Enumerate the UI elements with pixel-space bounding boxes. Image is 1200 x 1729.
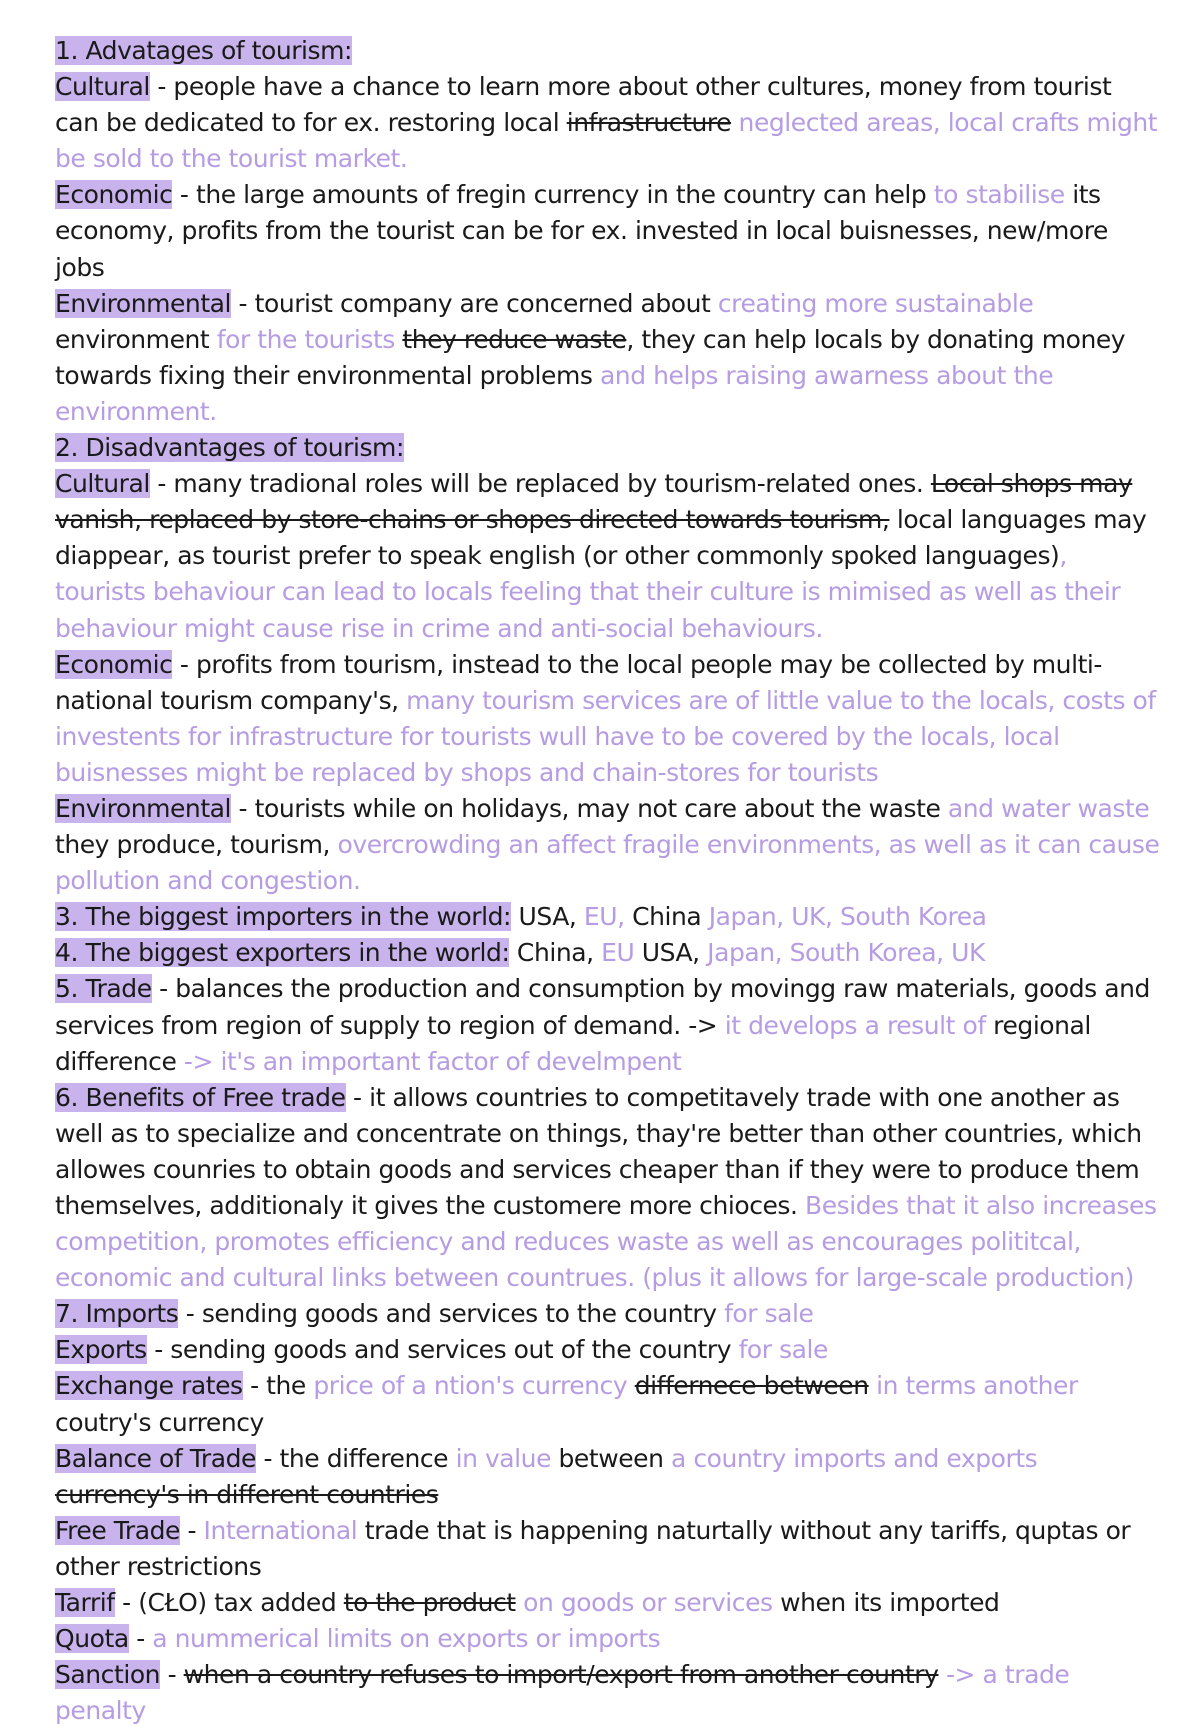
- highlighted-term: Economic: [55, 180, 173, 210]
- highlighted-term: Economic: [55, 649, 173, 679]
- body-text: , they can help locals by donating money towards fixing their environmental problems: [55, 324, 1126, 390]
- body-text: - many tradional roles will be replaced by tourism-related ones.: [149, 469, 931, 499]
- body-text: China,: [509, 938, 602, 968]
- note-paragraph: [55, 466, 1160, 646]
- note-paragraph: [55, 1513, 1160, 1585]
- body-text: between: [551, 1443, 671, 1473]
- body-text: -: [160, 1660, 184, 1690]
- note-paragraph: [55, 1080, 1160, 1297]
- highlighted-term: Balance of Trade: [55, 1443, 256, 1473]
- highlighted-term: Cultural: [55, 72, 150, 102]
- annotation-text: a nummerical limits on exports or imports: [152, 1624, 661, 1654]
- note-paragraph: [55, 791, 1160, 899]
- highlighted-term: 1. Advatages of tourism:: [55, 36, 353, 65]
- body-text: coutry's currency: [55, 1407, 264, 1437]
- annotation-text: in terms another: [868, 1371, 1078, 1401]
- annotation-text: for sale: [738, 1335, 828, 1365]
- annotation-text: and helps raising awarness about the environment.: [55, 360, 1054, 426]
- annotation-text: Japan, South Korea, UK: [707, 938, 985, 968]
- note-paragraph: [55, 1332, 1160, 1368]
- highlighted-term: Environmental: [55, 793, 232, 823]
- note-paragraph: [55, 177, 1160, 285]
- note-paragraph: [55, 1657, 1160, 1729]
- annotation-text: International: [203, 1515, 358, 1545]
- body-text: - people have a chance to learn more about other cultures, money from tourist can be dedicated to for ex. restoring local: [55, 72, 1112, 138]
- highlighted-term: 4. The biggest exporters in the world:: [55, 938, 510, 968]
- struck-text: they reduce waste: [402, 324, 627, 354]
- struck-text: differnece between: [634, 1371, 869, 1401]
- annotation-text: Besides that it also increases competition, promotes efficiency and reduces waste as well as encourages polititcal, economic and cultural links between countrues. (plus it allows for large-scale production): [55, 1191, 1157, 1293]
- note-paragraph: [55, 1296, 1160, 1332]
- annotation-text: EU: [601, 938, 635, 968]
- highlighted-term: Free Trade: [55, 1515, 180, 1545]
- annotation-text: overcrowding an affect fragile environments, as well as it can cause pollution and congestion.: [55, 830, 1160, 896]
- body-text: -: [128, 1624, 153, 1654]
- note-paragraph: [55, 899, 1160, 935]
- body-text: - (CŁO) tax added: [114, 1588, 344, 1618]
- annotation-text: price of a ntion's currency: [313, 1371, 628, 1401]
- highlighted-term: Sanction: [55, 1660, 161, 1690]
- body-text: - the large amounts of fregin currency in the country can help: [172, 180, 934, 210]
- note-paragraph: [55, 1441, 1160, 1513]
- body-text: USA,: [634, 938, 708, 968]
- highlighted-term: Cultural: [55, 469, 150, 499]
- highlighted-term: 2. Disadvantages of tourism:: [55, 433, 404, 463]
- annotation-text: neglected areas, local crafts might be sold to the tourist market.: [55, 108, 1158, 174]
- highlighted-term: 7. Imports: [55, 1299, 179, 1329]
- body-text: they produce, tourism,: [55, 830, 338, 860]
- body-text: USA,: [511, 902, 584, 932]
- annotation-text: , tourists behaviour can lead to locals feeling that their culture is mimised as well as their behaviour might cause rise in crime and anti-social behaviours.: [55, 541, 1121, 643]
- annotation-text: on goods or services: [515, 1588, 773, 1618]
- annotation-text: -> a trade penalty: [55, 1660, 1070, 1726]
- highlighted-term: Tarrif: [55, 1588, 115, 1618]
- struck-text: when a country refuses to import/export from another country: [183, 1660, 939, 1690]
- body-text: when its imported: [772, 1588, 1000, 1618]
- body-text: - it allows countries to competitavely trade with one another as well as to specialize and concentrate on things, thay're better than other countries, which allowes counries to obtain goods and services cheaper than if they were to produce them themselves, additionaly it gives the customere more chioces.: [55, 1082, 1142, 1220]
- body-text: local languages may diappear, as tourist prefer to speak english (or other commonly spoked languages): [55, 505, 1147, 571]
- annotation-text: many tourism services are of little value to the locals, costs of investents for infrastructure for tourists wull have to be covered by the locals, local buisnesses might be replaced by shops and chain-stores for tourists: [55, 685, 1156, 787]
- note-paragraph: [55, 1368, 1160, 1440]
- body-text: environment: [55, 324, 217, 354]
- body-text: - sending goods and services to the country: [178, 1299, 725, 1329]
- struck-text: Local shops may vanish, replaced by store-chains or shopes directed towards tourism,: [55, 469, 1133, 535]
- note-paragraph: [55, 286, 1160, 430]
- annotation-text: to stabilise: [933, 180, 1065, 210]
- body-text: -: [179, 1515, 204, 1545]
- struck-text: to the product: [343, 1588, 516, 1618]
- annotation-text: -> it's an important factor of develmpent: [183, 1046, 682, 1076]
- body-text: trade that is happening naturtally without any tariffs, quptas or other restrictions: [55, 1515, 1131, 1581]
- note-paragraph: [55, 69, 1160, 177]
- note-paragraph: [55, 1621, 1160, 1657]
- note-paragraph: [55, 647, 1160, 791]
- annotation-text: Japan, UK, South Korea: [708, 902, 987, 932]
- body-text: - profits from tourism, instead to the local people may be collected by multi-national tourism company's,: [55, 649, 1102, 715]
- annotation-text: for the tourists: [216, 324, 395, 354]
- highlighted-term: Quota: [55, 1624, 129, 1654]
- annotation-text: and water waste: [947, 793, 1150, 823]
- highlighted-term: 5. Trade: [55, 974, 152, 1004]
- highlighted-term: Environmental: [55, 288, 232, 318]
- highlighted-term: 6. Benefits of Free trade: [55, 1082, 346, 1112]
- highlighted-term: 3. The biggest importers in the world:: [55, 902, 511, 932]
- body-text: its economy, profits from the tourist can be for ex. invested in local buisnesses, new/more jobs: [55, 180, 1108, 282]
- body-text: [627, 1371, 635, 1400]
- body-text: - tourist company are concerned about: [231, 288, 718, 318]
- annotation-text: it develops a result of: [724, 1010, 986, 1040]
- body-text: - sending goods and services out of the country: [146, 1335, 739, 1365]
- body-text: - the difference: [255, 1443, 456, 1473]
- highlighted-term: Exports: [55, 1335, 147, 1365]
- body-text: regional difference: [55, 1010, 1091, 1076]
- struck-text: currency's in different countries: [55, 1479, 439, 1509]
- body-text: - tourists while on holidays, may not care about the waste: [231, 793, 948, 823]
- annotation-text: for sale: [724, 1299, 814, 1329]
- note-paragraph: [55, 430, 1160, 466]
- note-paragraph: [55, 935, 1160, 971]
- note-paragraph: [55, 33, 1160, 69]
- note-paragraph: [55, 971, 1160, 1079]
- body-text: - the: [242, 1371, 314, 1401]
- body-text: - balances the production and consumption by movingg raw materials, goods and services from region of supply to region of demand. ->: [55, 974, 1150, 1040]
- body-text: China: [624, 902, 709, 932]
- highlighted-term: Exchange rates: [55, 1371, 243, 1401]
- struck-text: infrastructure: [566, 108, 732, 138]
- annotation-text: in value: [455, 1443, 552, 1473]
- annotation-text: EU,: [583, 902, 625, 932]
- annotation-text: creating more sustainable: [717, 288, 1034, 318]
- annotation-text: a country imports and exports: [670, 1443, 1038, 1473]
- note-paragraph: [55, 1585, 1160, 1621]
